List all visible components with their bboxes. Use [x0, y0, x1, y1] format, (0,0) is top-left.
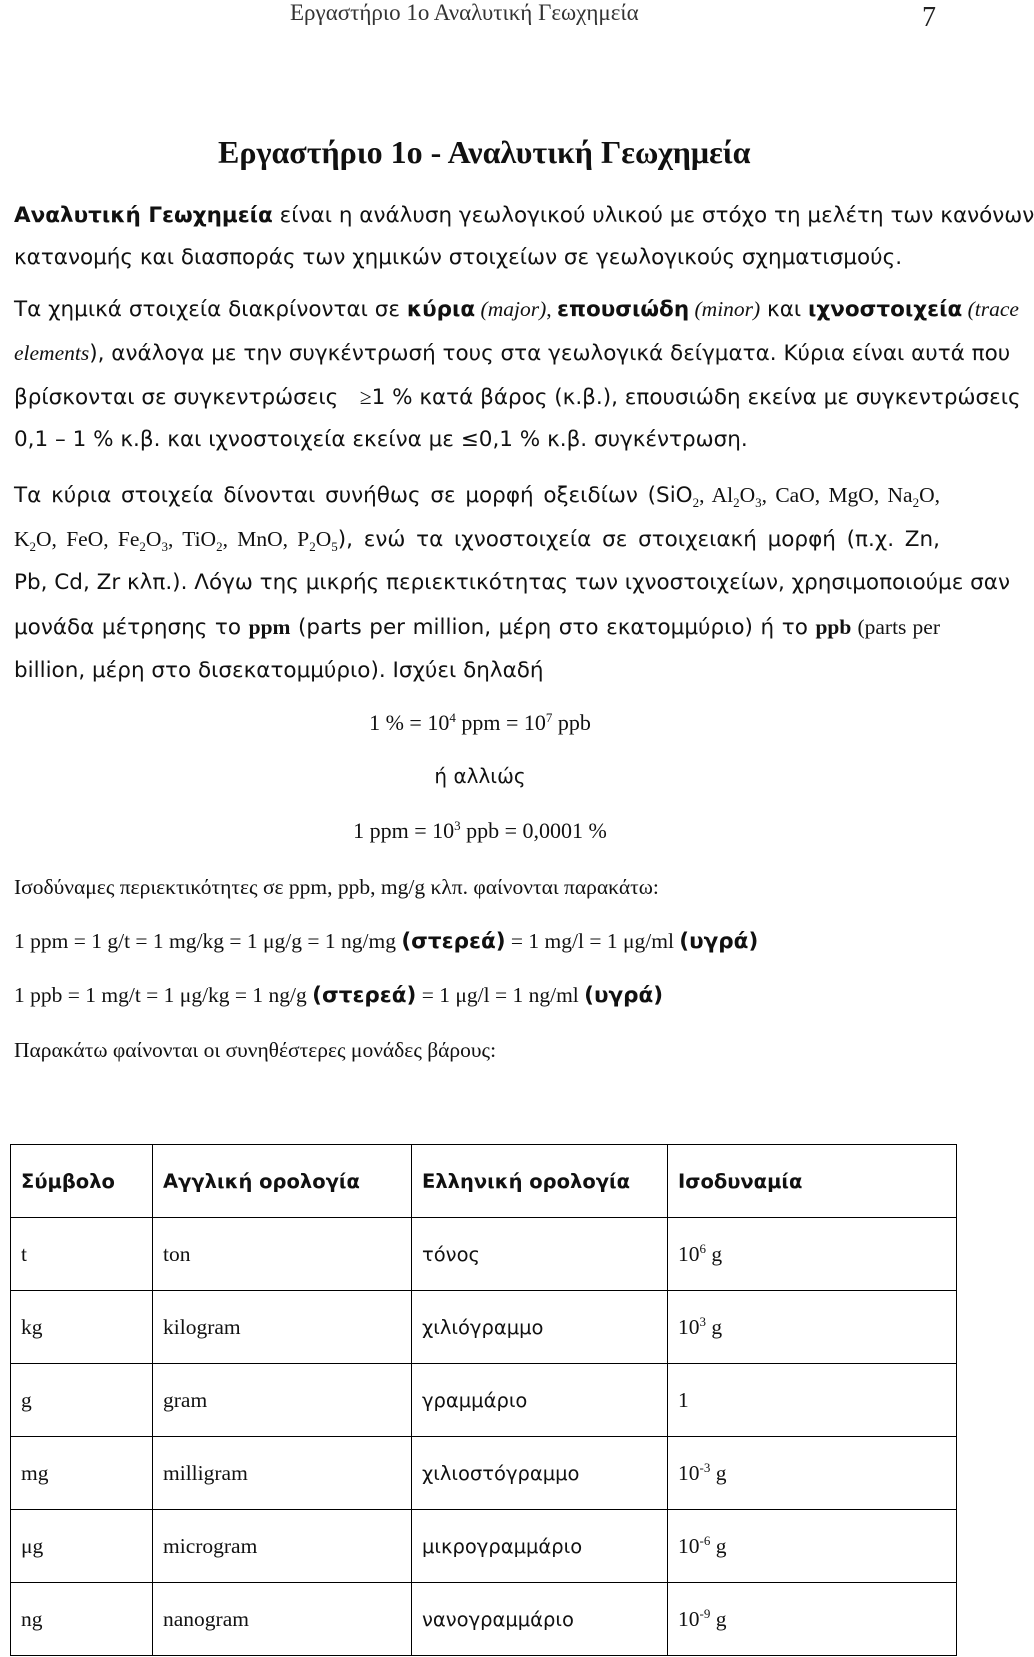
cell-greek: νανογραμμάριο	[412, 1583, 668, 1656]
cell-symbol: g	[11, 1364, 153, 1437]
text-span: , TiO	[167, 527, 217, 551]
text-span: είναι η ανάλυση γεωλογικού υλικού με στόχο τη μελέτη των κανόνων	[272, 203, 1034, 228]
text-span: βρίσκονται σε συγκεντρώσεις	[14, 385, 339, 410]
text-span: g	[710, 1534, 727, 1558]
text-span: = 1 μg/l = 1 ng/ml	[416, 983, 585, 1007]
term-major-en: (major)	[480, 297, 547, 321]
cell-greek: μικρογραμμάριο	[412, 1510, 668, 1583]
text-span: μονάδα μέτρησης το	[14, 615, 249, 640]
text-span: 0,1 – 1 % κ.β. και ιχνοστοιχεία εκείνα με	[14, 427, 461, 452]
units-table	[10, 1144, 957, 1656]
text-span: 1 % κατά βάρος (κ.β.), επουσιώδη εκείνα με συγκεντρώσεις	[371, 385, 1021, 410]
table-row	[11, 1218, 957, 1291]
cell-equivalence	[668, 1218, 957, 1291]
cell-greek: γραμμάριο	[412, 1364, 668, 1437]
text-span: και	[760, 297, 808, 322]
text-span: , MnO, P	[222, 527, 310, 551]
text-span: 1 % = 10	[369, 710, 450, 735]
superscript: 6	[699, 1241, 706, 1256]
subscript: 3	[755, 495, 762, 510]
text-span: = 1 mg/l = 1 μg/ml	[505, 929, 680, 953]
text-line	[14, 480, 940, 518]
text-line	[14, 524, 940, 562]
header-greek: Ελληνική ορολογία	[412, 1145, 668, 1218]
text-span: O, FeO, Fe	[36, 527, 140, 551]
text-span: g	[706, 1315, 723, 1339]
text-span: 10	[678, 1534, 700, 1558]
cell-english: gram	[153, 1364, 412, 1437]
cell-greek: χιλιοστόγραμμο	[412, 1437, 668, 1510]
header-english: Αγγλική ορολογία	[153, 1145, 412, 1218]
subscript: 5	[331, 539, 338, 554]
table-row	[11, 1583, 957, 1656]
text-line	[14, 612, 940, 643]
text-span: g	[706, 1242, 723, 1266]
subscript: 2	[733, 495, 740, 510]
term-highlight: Αναλυτική Γεωχημεία	[14, 203, 273, 228]
superscript: 3	[454, 818, 461, 833]
text-span: (parts per million, μέρη στο εκατομμύριο) ή το	[290, 615, 816, 640]
text-span: g	[710, 1607, 727, 1631]
term-ppm: ppm	[248, 615, 291, 639]
cell-symbol: μg	[11, 1510, 153, 1583]
cell-symbol: t	[11, 1218, 153, 1291]
subscript: 2	[29, 539, 37, 554]
text-span: g	[710, 1461, 727, 1485]
cell-english: kilogram	[153, 1291, 412, 1364]
or-else-text: ή αλλιώς	[434, 764, 526, 788]
subscript: 2	[216, 539, 223, 554]
label-solid: (στερεά)	[312, 983, 417, 1008]
header-symbol: Σύμβολο	[11, 1145, 153, 1218]
geq-symbol: ≥	[359, 385, 372, 409]
page-title: Εργαστήριο 1ο - Αναλυτική Γεωχημεία	[218, 134, 751, 170]
text-line: κατανομής και διασποράς των χημικών στοιχείων σε γεωλογικούς σχηματισμούς.	[14, 245, 903, 270]
equation-percent	[0, 710, 960, 736]
table-header-row	[11, 1145, 957, 1218]
subscript: 2	[139, 539, 146, 554]
superscript: 4	[449, 710, 456, 725]
header-equivalence: Ισοδυναμία	[668, 1145, 957, 1218]
cell-equivalence	[668, 1291, 957, 1364]
text-span: 1 ppm = 10	[353, 818, 455, 843]
leq-symbol: ≤	[460, 427, 479, 452]
text-span: , Al	[699, 483, 734, 507]
equivalence-ppm	[14, 926, 758, 957]
text-span: O	[315, 527, 332, 551]
page-number: 7	[922, 2, 936, 33]
text-span: ,	[546, 297, 557, 321]
text-span: 1	[678, 1388, 689, 1412]
text-span: ), ενώ τα ιχνοστοιχεία σε στοιχειακή μορφή (π.χ. Zn,	[337, 527, 940, 552]
cell-english: milligram	[153, 1437, 412, 1510]
text-span: 10	[678, 1242, 700, 1266]
term-ppb: ppb	[815, 615, 852, 639]
subscript: 3	[161, 539, 168, 554]
text-span: 0,1 % κ.β. συγκέντρωση.	[478, 427, 748, 452]
table-row	[11, 1510, 957, 1583]
equivalence-ppb	[14, 980, 663, 1011]
text-line	[14, 382, 1021, 413]
text-span: 10	[678, 1607, 700, 1631]
text-span: Τα κύρια στοιχεία δίνονται συνήθως σε μορφή οξειδίων (SiO	[14, 483, 693, 508]
superscript: 3	[699, 1314, 706, 1329]
table-intro: Παρακάτω φαίνονται οι συνηθέστερες μονάδες βάρους:	[14, 1038, 497, 1062]
cell-equivalence	[668, 1583, 957, 1656]
text-span: 10	[678, 1315, 700, 1339]
cell-greek: χιλιόγραμμο	[412, 1291, 668, 1364]
cell-english: microgram	[153, 1510, 412, 1583]
text-span: ), ανάλογα με την συγκέντρωσή τους στα γεωλογικά δείγματα. Κύρια είναι αυτά που	[89, 341, 1011, 366]
text-line	[14, 338, 1011, 369]
cell-greek: τόνος	[412, 1218, 668, 1291]
cell-symbol: mg	[11, 1437, 153, 1510]
table-row	[11, 1291, 957, 1364]
text-span: 1 ppm = 1 g/t = 1 mg/kg = 1 μg/g = 1 ng/mg	[14, 929, 402, 953]
table-row	[11, 1437, 957, 1510]
text-span: O	[145, 527, 162, 551]
text-span: O	[739, 483, 756, 507]
text-span: K	[14, 527, 30, 551]
term-major: κύρια	[406, 297, 476, 322]
text-line: Pb, Cd, Zr κλπ.). Λόγω της μικρής περιεκτικότητας των ιχνοστοιχείων, χρησιμοποιούμε σαν	[14, 570, 1010, 595]
text-span: , CaO, MgO, Na	[761, 483, 913, 507]
text-span: 10	[678, 1461, 700, 1485]
text-span: ppm = 10	[455, 710, 546, 735]
cell-equivalence	[668, 1510, 957, 1583]
text-span: ppb = 0,0001 %	[460, 818, 607, 843]
cell-symbol: kg	[11, 1291, 153, 1364]
cell-english: ton	[153, 1218, 412, 1291]
term-trace-en: (trace	[967, 297, 1019, 321]
term-trace: ιχνοστοιχεία	[808, 297, 963, 322]
text-line	[14, 425, 748, 455]
text-span: ppb	[552, 710, 591, 735]
text-span: (parts per	[851, 615, 940, 639]
text-line	[14, 200, 1034, 231]
text-span: Τα χημικά στοιχεία διακρίνονται σε	[14, 297, 407, 322]
label-liquid: (υγρά)	[679, 929, 759, 954]
term-trace-en: elements	[14, 341, 90, 365]
text-span: 1 ppb = 1 mg/t = 1 μg/kg = 1 ng/g	[14, 983, 313, 1007]
cell-english: nanogram	[153, 1583, 412, 1656]
cell-symbol: ng	[11, 1583, 153, 1656]
text-line	[14, 294, 1019, 325]
subscript: 2	[309, 539, 316, 554]
running-header: Εργαστήριο 1ο Αναλυτική Γεωχημεία	[290, 0, 639, 25]
label-solid: (στερεά)	[401, 929, 506, 954]
superscript: -6	[699, 1533, 711, 1548]
equivalences-intro: Ισοδύναμες περιεκτικότητες σε ppm, ppb, mg/g κλπ. φαίνονται παρακάτω:	[14, 875, 659, 899]
text-span: O,	[919, 483, 940, 507]
superscript: -3	[699, 1460, 711, 1475]
term-minor-en: (minor)	[694, 297, 761, 321]
label-liquid: (υγρά)	[584, 983, 664, 1008]
superscript: -9	[699, 1606, 711, 1621]
table-row	[11, 1364, 957, 1437]
superscript: 7	[545, 710, 553, 725]
term-minor: επουσιώδη	[556, 297, 690, 322]
subscript: 2	[912, 495, 920, 510]
subscript: 2	[692, 495, 700, 510]
cell-equivalence	[668, 1437, 957, 1510]
equation-ppm	[0, 818, 960, 844]
cell-equivalence	[668, 1364, 957, 1437]
text-line: billion, μέρη στο δισεκατομμύριο). Ισχύει δηλαδή	[14, 658, 544, 683]
